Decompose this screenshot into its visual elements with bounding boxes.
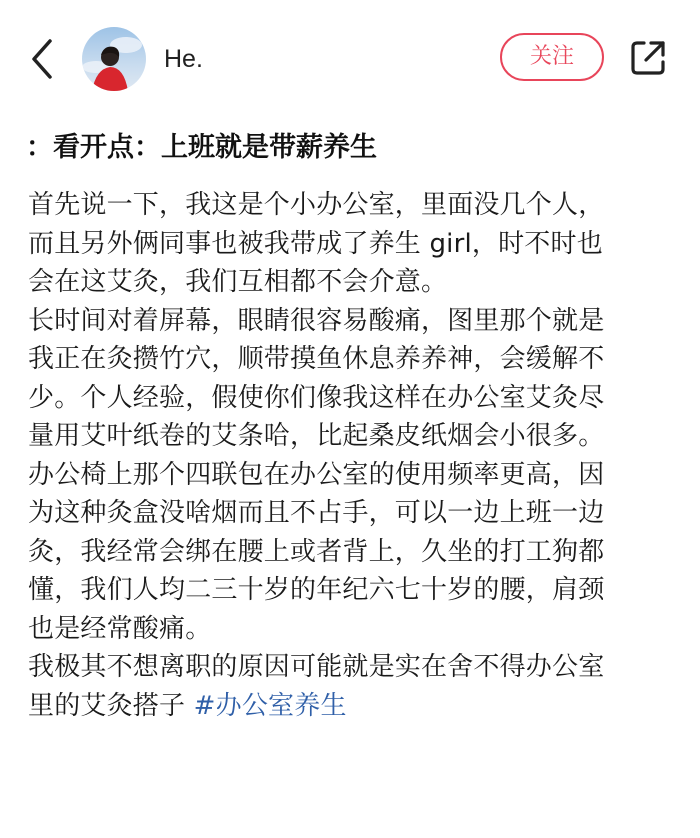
post-line: 长时间对着屏幕，眼睛很容易酸痛，图里那个就是	[28, 305, 605, 336]
post-line: 我极其不想离职的原因可能就是实在舍不得办公室	[28, 652, 605, 682]
post-line: 我正在灸攒竹穴，顺带摸鱼休息养养神，会缓解不	[28, 344, 605, 374]
username[interactable]: He.	[164, 45, 203, 73]
avatar[interactable]	[82, 27, 146, 91]
post-line-text: 里的艾灸搭子	[28, 690, 194, 721]
post-line: 办公椅上那个四联包在办公室的使用频率更高，因	[28, 459, 605, 490]
post-line: 也是经常酸痛。	[28, 613, 212, 644]
post-body	[28, 186, 678, 725]
post-line: 量用艾叶纸卷的艾条哈，比起桑皮纸烟会小很多。	[28, 421, 605, 451]
post-line: 灸，我经常会绑在腰上或者背上，久坐的打工狗都	[28, 536, 605, 567]
post-line: 会在这艾灸，我们互相都不会介意。	[28, 267, 448, 297]
top-bar	[0, 0, 700, 116]
post-title: ：看开点：上班就是带薪养生	[26, 132, 377, 163]
share-external-icon[interactable]	[628, 38, 668, 78]
post-line-last	[28, 687, 678, 726]
post-line: 懂，我们人均二三十岁的年纪六七十岁的腰，肩颈	[28, 575, 605, 605]
follow-button[interactable]: 关注	[500, 33, 604, 81]
post-line: 首先说一下，我这是个小办公室，里面没几个人，	[28, 190, 605, 220]
chevron-left-icon[interactable]	[24, 37, 64, 81]
post-line: 少。个人经验，假使你们像我这样在办公室艾灸尽	[28, 382, 605, 413]
post-line: 而且另外俩同事也被我带成了养生 girl，时不时也	[28, 228, 603, 259]
hashtag-link[interactable]: #办公室养生	[193, 690, 347, 721]
post-line: 为这种灸盒没啥烟而且不占手，可以一边上班一边	[28, 498, 605, 528]
